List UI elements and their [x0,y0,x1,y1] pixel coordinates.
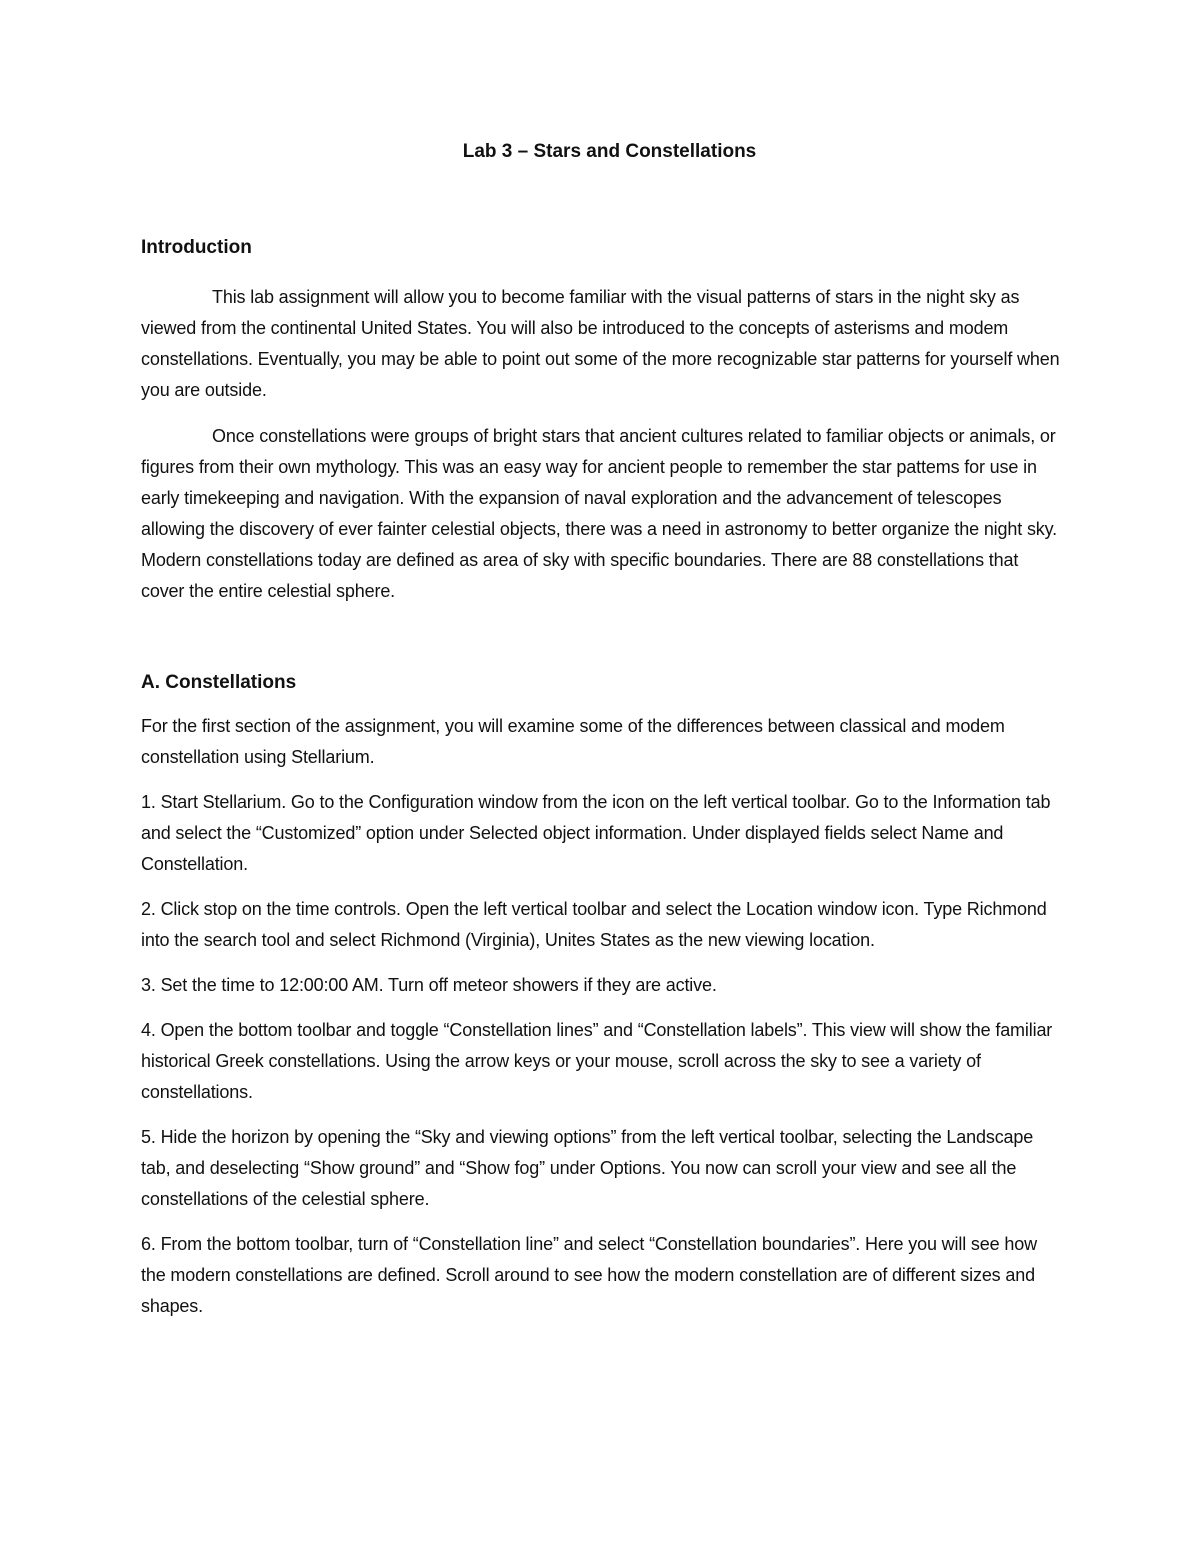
section-a-intro: For the first section of the assignment, you will examine some of the differences between classical and modem constellation using Stellarium. [141,716,1005,767]
document-body [141,138,1066,1322]
introduction-paragraph-1: This lab assignment will allow you to become familiar with the visual patterns of stars in the night sky as viewed from the continental United States. You will also be introduced to the concepts of asterisms and modem constellations. Eventually, you may be able to point out some of the more recognizable star patterns for yourself when you are outside. [141,287,1060,400]
document-title: Lab 3 – Stars and Constellations [462,141,757,162]
introduction-heading: Introduction [141,237,252,258]
step-4: 4. Open the bottom toolbar and toggle “Constellation lines” and “Constellation labels”. This view will show the familiar historical Greek constellations. Using the arrow keys or your mouse, scroll across the sky to see a variety of constellations. [141,1020,1053,1102]
introduction-paragraph-2: Once constellations were groups of bright stars that ancient cultures related to familiar objects or animals, or figures from their own mythology. This was an easy way for ancient people to remember the star pattems for use in early timekeeping and navigation. With the expansion of naval exploration and the advancement of telescopes allowing the discovery of ever fainter celestial objects, there was a need in astronomy to better organize the night sky. Modern constellations today are defined as area of sky with specific boundaries. There are 88 constellations that cover the entire celestial sphere. [141,426,1058,601]
step-1: 1. Start Stellarium. Go to the Configuration window from the icon on the left vertical toolbar. Go to the Information tab and select the “Customized” option under Selected object information. Under displayed fields select Name and Constellation. [141,792,1051,874]
section-a-heading: A. Constellations [141,672,297,693]
step-5: 5. Hide the horizon by opening the “Sky and viewing options” from the left vertical toolbar, selecting the Landscape tab, and deselecting “Show ground” and “Show fog” under Options. You now can scroll your view and see all the constellations of the celestial sphere. [141,1127,1034,1209]
step-6: 6. From the bottom toolbar, turn of “Constellation line” and select “Constellation boundaries”. Here you will see how the modern constellations are defined. Scroll around to see how the modern constellation are of different sizes and shapes. [141,1234,1037,1316]
step-2: 2. Click stop on the time controls. Open the left vertical toolbar and select the Location window icon. Type Richmond into the search tool and select Richmond (Virginia), Unites States as the new viewing location. [141,899,1047,950]
step-3: 3. Set the time to 12:00:00 AM. Turn off meteor showers if they are active. [141,975,717,995]
